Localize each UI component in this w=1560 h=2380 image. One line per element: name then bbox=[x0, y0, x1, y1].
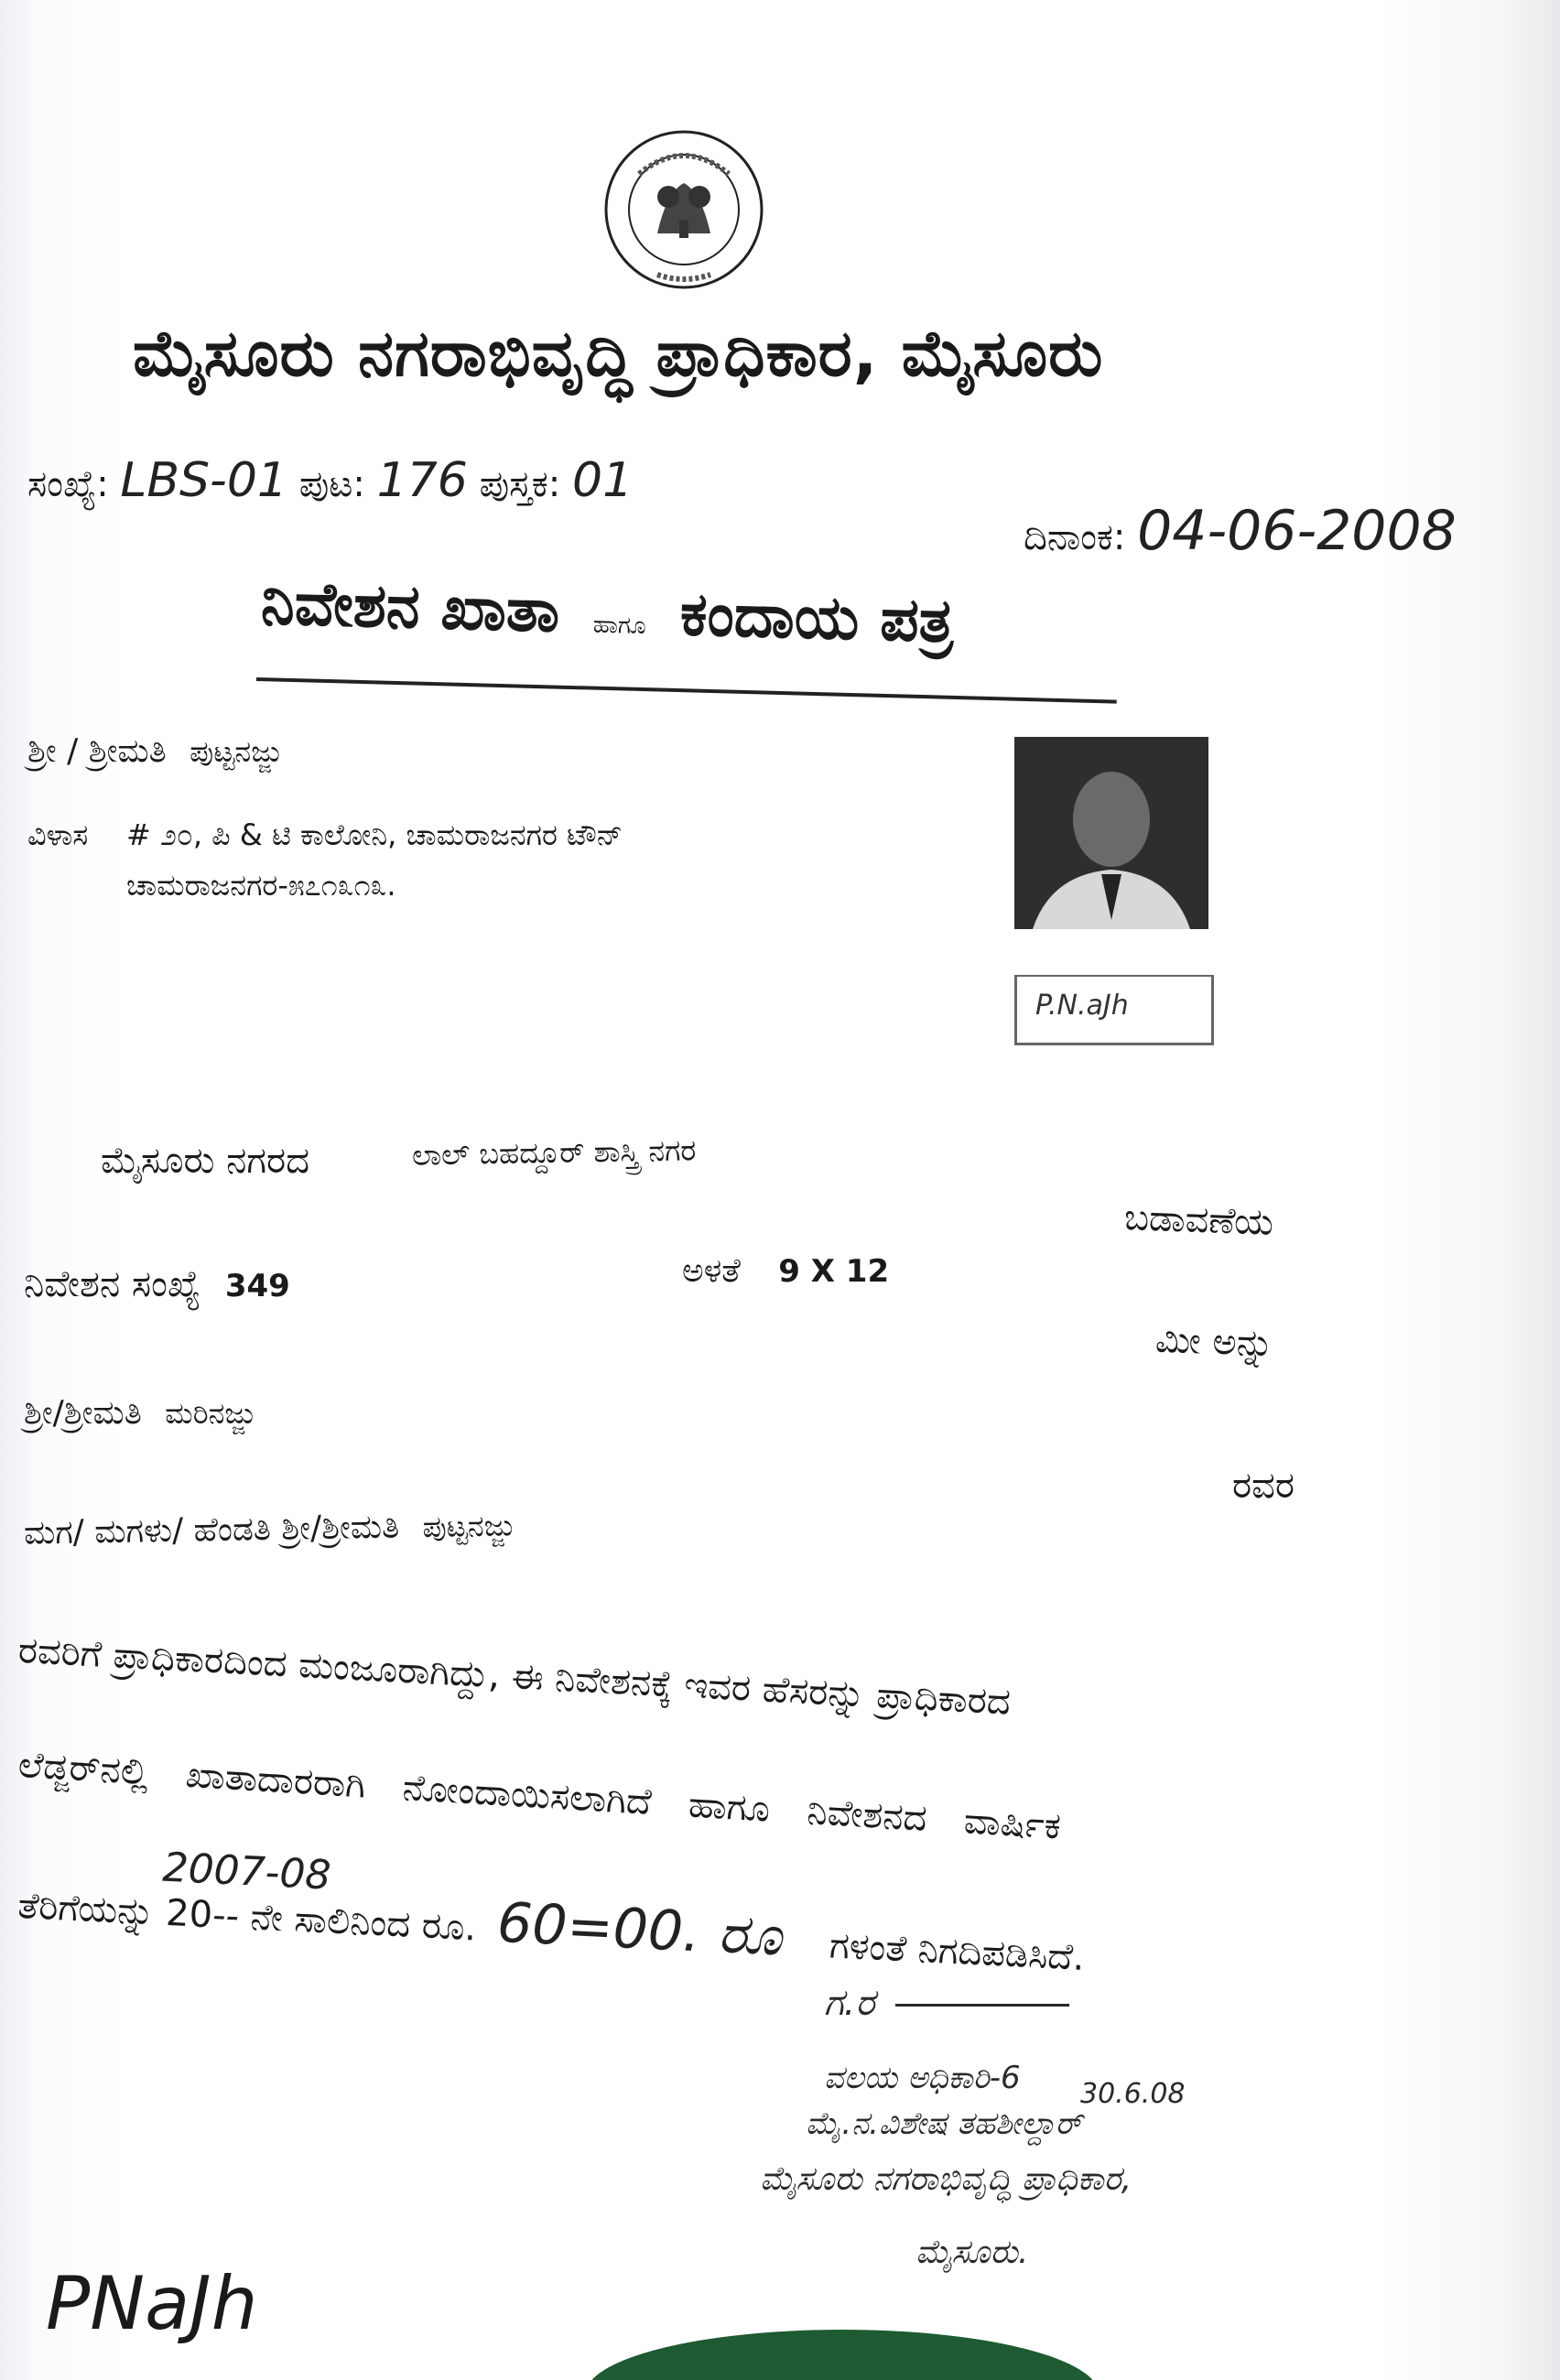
relation-prefix: ಮಗ/ ಮಗಳು/ ಹೆಂಡತಿ ಶ್ರೀ/ಶ್ರೀಮತಿ bbox=[23, 1508, 400, 1552]
pustaka-label: ಪುಸ್ತಕ: bbox=[479, 463, 561, 505]
signature-date: 30.6.08 bbox=[1080, 2078, 1186, 2110]
ravara-text: ರವರ bbox=[1232, 1465, 1295, 1507]
holder-photo bbox=[1014, 737, 1208, 929]
niveshana-row bbox=[24, 1263, 290, 1305]
document-title-middle: ಹಾಗೂ bbox=[592, 611, 647, 641]
amount-handwritten: 60=00. ರೂ bbox=[495, 1890, 784, 1969]
address-line-2: ಚಾಮರಾಜನಗರ-೫೭೧೩೧೩. bbox=[126, 868, 396, 903]
signature-stroke bbox=[895, 2004, 1069, 2007]
holder-signature-bottom: PNaJh bbox=[46, 2261, 258, 2346]
niveshana-number: 349 bbox=[224, 1268, 290, 1304]
line3-end: ಗಳಂತೆ ನಿಗದಿಪಡಿಸಿದೆ. bbox=[829, 1924, 1086, 1979]
city-prefix: ಮೈಸೂರು ನಗರದ bbox=[101, 1140, 310, 1182]
officer-title-line-2: ಮೈ.ನ.ವಿಶೇಷ ತಹಶೀಲ್ದಾರ್ bbox=[806, 2105, 1082, 2142]
line3-mid: ನೇ ಸಾಲಿನಿಂದ ರೂ. bbox=[249, 1896, 478, 1950]
officer-title-line-3: ಮೈಸೂರು ನಗರಾಭಿವೃದ್ಧಿ ಪ್ರಾಧಿಕಾರ, bbox=[760, 2160, 1132, 2198]
date-row bbox=[1024, 499, 1457, 563]
reference-number-row bbox=[27, 453, 633, 508]
document-title-right: ಕಂದಾಯ ಪತ್ರ bbox=[679, 579, 955, 656]
sankhye-label: ಸಂಖ್ಯೆ: bbox=[27, 463, 109, 505]
year-handwritten: 2007-08 bbox=[161, 1844, 332, 1899]
dinanka-value: 04-06-2008 bbox=[1137, 499, 1457, 563]
body-line-2: ಲೆಡ್ಜರ್‌ನಲ್ಲಿ ಖಾತಾದಾರರಾಗಿ ನೋಂದಾಯಿಸಲಾಗಿದೆ ಹಾಗೂ ನಿವೇಶನದ ವಾರ್ಷಿಕ bbox=[16, 1744, 1062, 1848]
niveshana-label: ನಿವೇಶನ ಸಂಖ್ಯೆ bbox=[24, 1263, 201, 1305]
body-line-3 bbox=[16, 1844, 1086, 1984]
holder-name-row bbox=[27, 732, 282, 771]
year-field: 2007-08 20-- bbox=[161, 1844, 332, 1938]
officer-signature bbox=[824, 1982, 1078, 2024]
authority-seal-icon bbox=[602, 128, 765, 291]
puta-value: 176 bbox=[376, 453, 468, 508]
father-row bbox=[24, 1394, 255, 1433]
relation-row bbox=[24, 1506, 515, 1552]
officer-title-line-1: ವಲಯ ಅಧಿಕಾರಿ-6 bbox=[824, 2060, 1021, 2096]
alate-label: ಅಳತೆ bbox=[682, 1252, 741, 1290]
body-line-1: ರವರಿಗೆ ಪ್ರಾಧಿಕಾರದಿಂದ ಮಂಜೂರಾಗಿದ್ದು, ಈ ನಿವೇಶನಕ್ಕೆ ಇವರ ಹೆಸರನ್ನು ಪ್ರಾಧಿಕಾರದ bbox=[16, 1629, 1012, 1724]
authority-title: ಮೈಸೂರು ನಗರಾಭಿವೃದ್ಧಿ ಪ್ರಾಧಿಕಾರ, ಮೈಸೂರು bbox=[133, 316, 1104, 391]
sankhye-value: LBS-01 bbox=[120, 453, 287, 508]
officer-title-line-4: ಮೈಸೂರು. bbox=[915, 2234, 1029, 2271]
officer-signature-name: ಗ.ರ bbox=[824, 1982, 875, 2024]
year-printed: 20 bbox=[165, 1891, 214, 1937]
line3-start: ತೆರಿಗೆಯನ್ನು bbox=[16, 1885, 156, 1934]
document-title-left: ನಿವೇಶನ ಖಾತಾ bbox=[260, 568, 561, 646]
dinanka-label: ದಿನಾಂಕ: bbox=[1024, 516, 1126, 558]
document-title bbox=[260, 568, 954, 658]
address-line-1: # ೨೦, ಪಿ & ಟಿ ಕಾಲೋನಿ, ಚಾಮರಾಜನಗರ ಟೌನ್ bbox=[126, 817, 623, 852]
alate-row bbox=[682, 1252, 889, 1291]
pustaka-value: 01 bbox=[572, 453, 634, 508]
holder-name: ಪುಟ್ಟನಜ್ಜು bbox=[190, 734, 283, 769]
layout-name: ಲಾಲ್ ಬಹದ್ದೂರ್ ಶಾಸ್ತ್ರಿ ನಗರ bbox=[411, 1132, 697, 1173]
father-prefix: ಶ್ರೀ/ಶ್ರೀಮತಿ bbox=[24, 1394, 142, 1432]
holder-shri-label: ಶ್ರೀ / ಶ್ರೀಮತಿ bbox=[27, 732, 167, 770]
photo-signature: P.N.aJh bbox=[1035, 990, 1129, 1022]
alate-value: 9 X 12 bbox=[778, 1253, 890, 1290]
photo-signature-box bbox=[1014, 975, 1214, 1045]
father-name: ಮರಿನಜ್ಜು bbox=[165, 1396, 256, 1431]
mee-annu-text: ಮೀ ಅನ್ನು bbox=[1154, 1318, 1274, 1366]
badavane-text: ಬಡಾವಣೆಯ bbox=[1123, 1196, 1274, 1244]
green-document-edge bbox=[586, 2330, 1099, 2380]
puta-label: ಪುಟ: bbox=[298, 463, 365, 505]
relation-name: ಪುಟ್ಟನಜ್ಜು bbox=[422, 1508, 515, 1545]
address-label: ವಿಳಾಸ bbox=[27, 817, 89, 852]
title-underline bbox=[256, 677, 1117, 704]
